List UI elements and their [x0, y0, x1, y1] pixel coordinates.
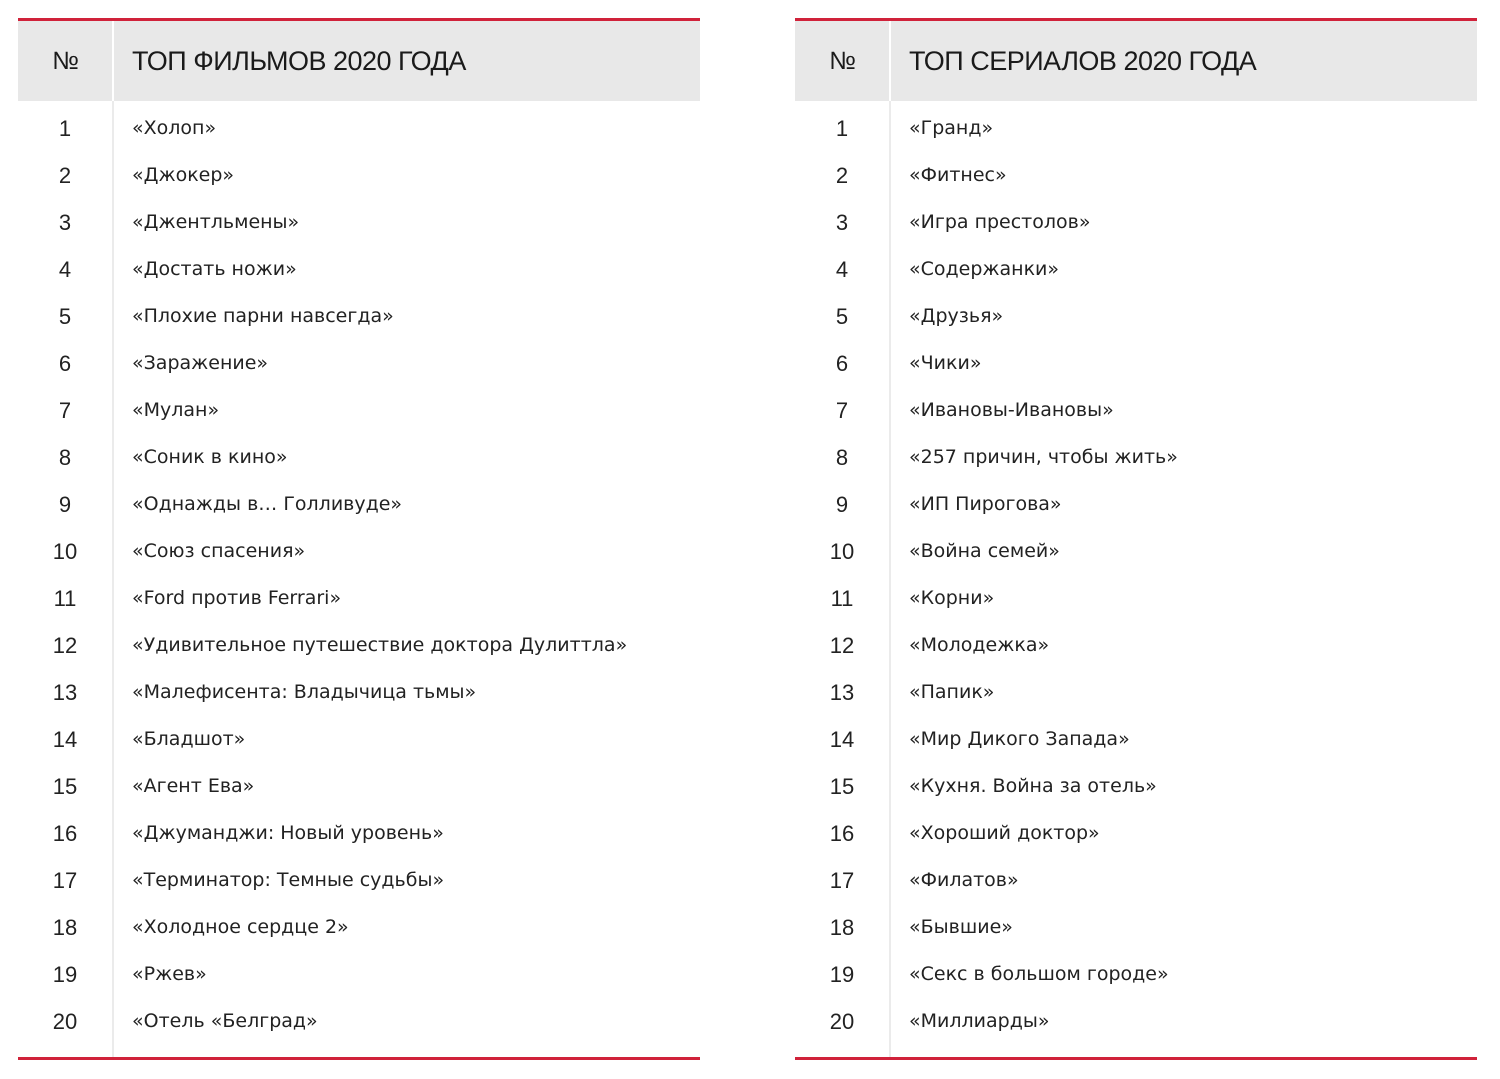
rank-cell: 11 — [53, 586, 77, 611]
table-header — [18, 21, 700, 101]
rank-cell: 8 — [835, 445, 849, 470]
title-cell: «Содержанки» — [909, 258, 1060, 280]
title-cell: «Однажды в… Голливуде» — [132, 493, 403, 515]
table-body — [795, 101, 1477, 1057]
rank-cell: 9 — [835, 492, 849, 517]
title-cell: «Друзья» — [909, 305, 1004, 327]
title-cell: «Ржев» — [132, 963, 207, 985]
title-cell: «Папик» — [909, 681, 995, 703]
rank-cell: 14 — [52, 727, 78, 752]
films-table — [18, 18, 700, 1060]
rank-cell: 2 — [835, 163, 849, 188]
rank-column — [18, 101, 114, 1057]
title-cell: «Холодное сердце 2» — [132, 916, 349, 938]
rank-cell: 3 — [835, 210, 849, 235]
title-cell: «Плохие парни навсегда» — [132, 305, 394, 327]
title-cell: «Чики» — [909, 352, 982, 374]
rank-cell: 6 — [835, 351, 849, 376]
rank-cell: 7 — [58, 398, 72, 423]
number-column-header: № — [18, 21, 114, 101]
title-cell: «Малефисента: Владычица тьмы» — [132, 681, 477, 703]
rank-cell: 4 — [58, 257, 72, 282]
table-title: ТОП СЕРИАЛОВ 2020 ГОДА — [909, 45, 1257, 76]
bottom-rule — [18, 1057, 700, 1060]
table-body — [18, 101, 700, 1057]
title-cell: «Корни» — [909, 587, 995, 609]
rank-cell: 15 — [52, 774, 78, 799]
rank-cell: 2 — [58, 163, 72, 188]
title-cell: «Джентльмены» — [132, 211, 300, 233]
title-cell: «Соник в кино» — [132, 446, 288, 468]
title-cell: «Отель «Белград» — [132, 1010, 318, 1032]
title-cell: «Джокер» — [132, 164, 235, 186]
rank-cell: 4 — [835, 257, 849, 282]
title-cell: «Агент Ева» — [132, 775, 255, 797]
rank-cell: 18 — [52, 915, 78, 940]
title-cell: «Бладшот» — [132, 728, 246, 750]
title-cell: «Союз спасения» — [132, 540, 306, 562]
title-cell: «Ford против Ferrari» — [132, 587, 342, 609]
rank-cell: 10 — [52, 539, 78, 564]
title-cell: «Кухня. Война за отель» — [909, 775, 1157, 797]
title-cell: «Мир Дикого Запада» — [909, 728, 1130, 750]
title-cell: «Холоп» — [132, 117, 217, 139]
title-cell: «Ивановы-Ивановы» — [909, 399, 1114, 421]
rank-cell: 5 — [58, 304, 72, 329]
rank-cell: 18 — [829, 915, 855, 940]
rank-cell: 17 — [829, 868, 855, 893]
table-title: ТОП ФИЛЬМОВ 2020 ГОДА — [132, 45, 466, 76]
title-cell: «257 причин, чтобы жить» — [909, 446, 1178, 468]
table-header — [795, 21, 1477, 101]
title-cell: «Секс в большом городе» — [909, 963, 1169, 985]
title-cell: «Фитнес» — [909, 164, 1007, 186]
rank-column — [795, 101, 891, 1057]
title-cell: «ИП Пирогова» — [909, 493, 1062, 515]
title-cell: «Война семей» — [909, 540, 1060, 562]
rank-cell: 19 — [52, 962, 78, 987]
rank-cell: 6 — [58, 351, 72, 376]
title-cell: «Гранд» — [909, 117, 994, 139]
title-cell: «Молодежка» — [909, 634, 1050, 656]
title-column — [114, 101, 700, 1057]
rank-cell: 1 — [835, 116, 849, 141]
rank-cell: 5 — [835, 304, 849, 329]
rank-cell: 1 — [58, 116, 72, 141]
series-table — [795, 18, 1477, 1060]
rank-cell: 13 — [52, 680, 78, 705]
rank-cell: 7 — [835, 398, 849, 423]
title-cell: «Удивительное путешествие доктора Дулиттла» — [132, 634, 628, 656]
rank-cell: 16 — [829, 821, 855, 846]
title-cell: «Хороший доктор» — [909, 822, 1100, 844]
rank-cell: 15 — [829, 774, 855, 799]
bottom-rule — [795, 1057, 1477, 1060]
title-cell: «Миллиарды» — [909, 1010, 1050, 1032]
rank-cell: 20 — [829, 1009, 855, 1034]
title-cell: «Игра престолов» — [909, 211, 1091, 233]
rank-cell: 3 — [58, 210, 72, 235]
rank-cell: 19 — [829, 962, 855, 987]
rank-cell: 14 — [829, 727, 855, 752]
number-column-header: № — [795, 21, 891, 101]
title-column — [891, 101, 1477, 1057]
title-cell: «Заражение» — [132, 352, 269, 374]
title-cell: «Филатов» — [909, 869, 1019, 891]
title-cell: «Джуманджи: Новый уровень» — [132, 822, 444, 844]
rank-cell: 12 — [52, 633, 78, 658]
title-cell: «Бывшие» — [909, 916, 1013, 938]
rank-cell: 8 — [58, 445, 72, 470]
rank-cell: 12 — [829, 633, 855, 658]
rank-cell: 11 — [830, 586, 854, 611]
rank-cell: 9 — [58, 492, 72, 517]
rank-cell: 13 — [829, 680, 855, 705]
title-cell: «Достать ножи» — [132, 258, 297, 280]
rank-cell: 17 — [52, 868, 78, 893]
rank-cell: 20 — [52, 1009, 78, 1034]
rank-cell: 16 — [52, 821, 78, 846]
title-cell: «Мулан» — [132, 399, 220, 421]
rank-cell: 10 — [829, 539, 855, 564]
title-cell: «Терминатор: Темные судьбы» — [132, 869, 445, 891]
